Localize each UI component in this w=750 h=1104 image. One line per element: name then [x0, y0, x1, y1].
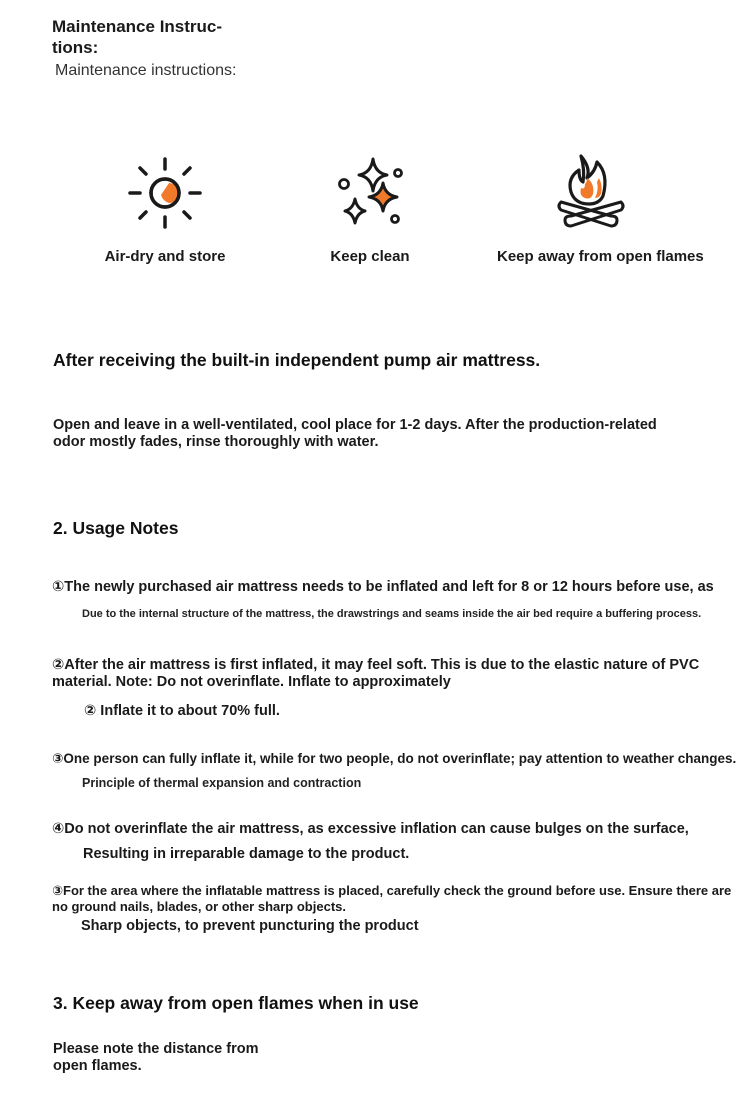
note5-sub: Sharp objects, to prevent puncturing the product — [81, 918, 419, 934]
icon-label-air-dry: Air-dry and store — [104, 248, 226, 265]
note4-main: ④Do not overinflate the air mattress, as excessive inflation can cause bulges on the surface, — [52, 821, 689, 837]
icon-label-keep-away: Keep away from open flames — [497, 248, 704, 265]
page-subtitle: Maintenance instructions: — [55, 62, 237, 79]
section1-body: Open and leave in a well-ventilated, cool place for 1-2 days. After the production-related odor mostly fades, rinse thoroughly with water. — [53, 417, 657, 450]
note1-main: ①The newly purchased air mattress needs to be inflated and left for 8 or 12 hours before use, as — [52, 579, 714, 595]
note3-sub: Principle of thermal expansion and contraction — [82, 776, 362, 790]
section3-body: Please note the distance from open flames. — [53, 1041, 259, 1074]
note4-sub: Resulting in irreparable damage to the product. — [83, 846, 410, 862]
fire-icon — [551, 150, 631, 230]
note2-main: ②After the air mattress is first inflated, it may feel soft. This is due to the elastic nature of PVC material. Note: Do not overinflate. Inflate to approximately — [52, 657, 700, 690]
section2-heading: 2. Usage Notes — [53, 518, 179, 538]
page-title: Maintenance Instruc-tions: — [52, 17, 223, 57]
note1-sub: Due to the internal structure of the mattress, the drawstrings and seams inside the air bed require a buffering process. — [82, 608, 702, 620]
section1-heading: After receiving the built-in independent pump air mattress. — [53, 350, 541, 370]
icon-label-keep-clean: Keep clean — [330, 248, 410, 265]
sun-icon — [125, 153, 205, 233]
section3-heading: 3. Keep away from open flames when in use — [53, 993, 419, 1013]
note5-main: ③For the area where the inflatable mattress is placed, carefully check the ground before use. Ensure there are no ground nails, blades, or other sharp objects. — [52, 883, 732, 914]
note2-sub: ② Inflate it to about 70% full. — [84, 703, 280, 719]
note3-main: ③One person can fully inflate it, while for two people, do not overinflate; pay attention to weather changes. — [52, 751, 737, 766]
sparkle-icon — [331, 153, 411, 233]
